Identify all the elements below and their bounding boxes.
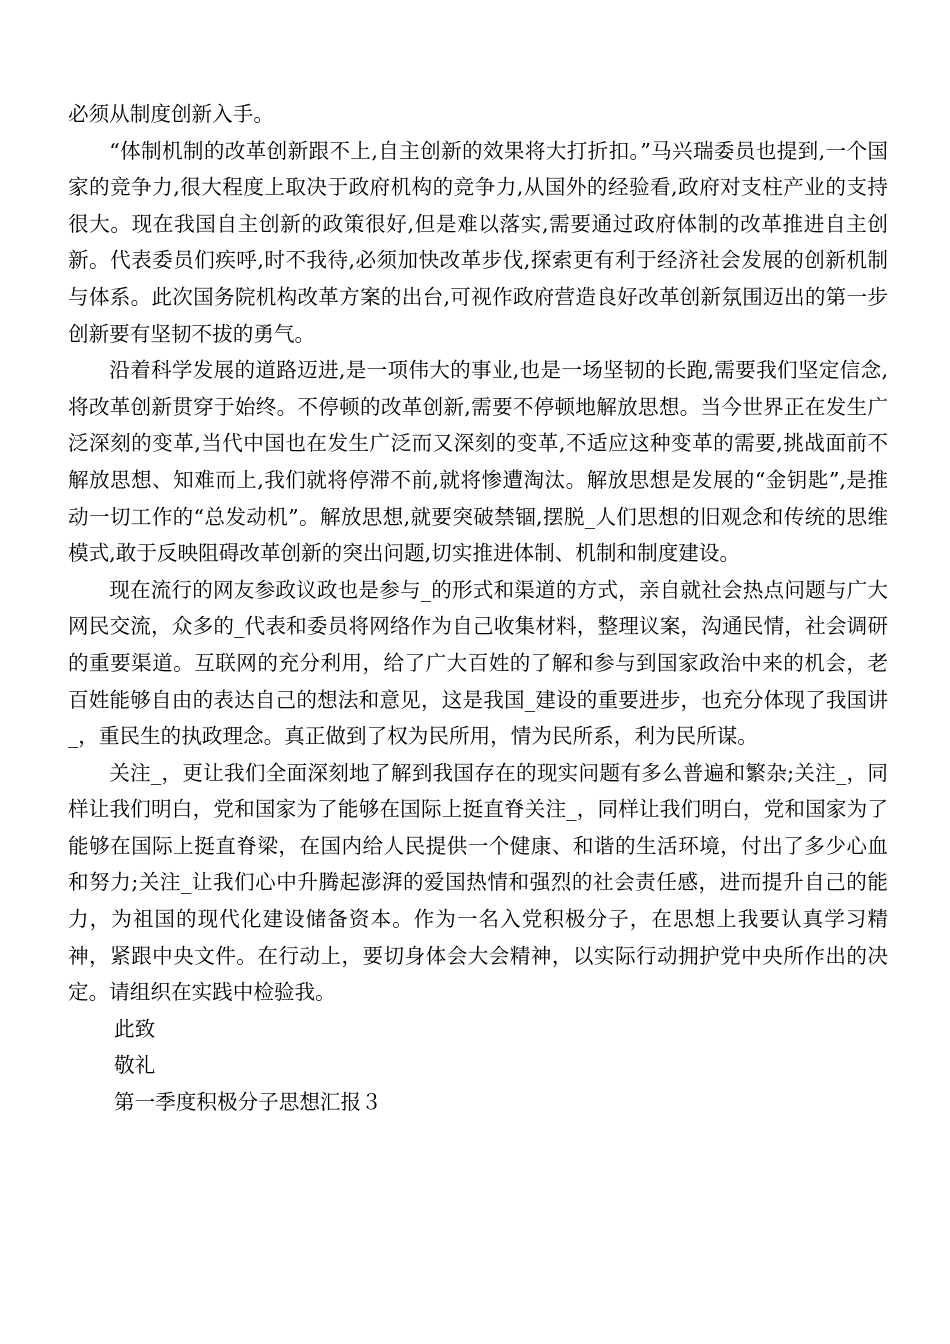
paragraph-institutional-reform: “体制机制的改革创新跟不上,自主创新的效果将大打折扣。”马兴瑞委员也提到,一个国家的竞争力,很大程度上取决于政府机构的竞争力,从国外的经验看,政府对支柱产业的支持很大。现在我国自主创新的政策很好,但是难以落实,需要通过政府体制的改革推进自主创新。代表委员们疾呼,时不我待,必须加快改革步伐,探索更有利于经济社会发展的创新机制与体系。此次国务院机构改革方案的出台,可视作政府营造良好改革创新氛围迈出的第一步创新要有坚韧不拔的勇气。 bbox=[68, 138, 888, 346]
closing-regards: 敬礼 bbox=[114, 1053, 156, 1078]
paragraph-scientific-development: 沿着科学发展的道路迈进,是一项伟大的事业,也是一场坚韧的长跑,需要我们坚定信念,将改革创新贯穿于始终。不停顿的改革创新,需要不停顿地解放思想。当今世界正在发生广泛深刻的变革,当代中国也在发生广泛而又深刻的变革,不适应这种变革的需要,挑战面前不解放思想、知难而上,我们就将停滞不前,就将惨遭淘汰。解放思想是发展的“金钥匙”,是推动一切工作的“总发动机”。解放思想,就要突破禁锢,摆脱_人们思想的旧观念和传统的思维模式,敢于反映阻碍改革创新的突出问题,切实推进体制、机制和制度建设。 bbox=[68, 358, 888, 566]
closing-salutation: 此致 bbox=[114, 1016, 156, 1041]
next-section-title: 第一季度积极分子思想汇报３ bbox=[114, 1090, 382, 1115]
paragraph-continuation: 必须从制度创新入手。 bbox=[68, 102, 274, 126]
paragraph-online-participation: 现在流行的网友参政议政也是参与_的形式和渠道的方式，亲自就社会热点问题与广大网民交流，众多的_代表和委员将网络作为自己收集材料，整理议案，沟通民情，社会调研的重要渠道。互联网的充分利用，给了广大百姓的了解和参与到国家政治中来的机会，老百姓能够自由的表达自己的想法和意见，这是我国_建设的重要进步，也充分体现了我国讲_，重民生的执政理念。真正做到了权为民所用，情为民所系，利为民所谋。 bbox=[68, 577, 888, 749]
paragraph-attention: 关注_，更让我们全面深刻地了解到我国存在的现实问题有多么普遍和繁杂;关注_，同样让我们明白，党和国家为了能够在国际上挺直脊关注_，同样让我们明白，党和国家为了能够在国际上挺直脊梁，在国内给人民提供一个健康、和谐的生活环境，付出了多少心血和努力;关注_让我们心中升腾起澎湃的爱国热情和强烈的社会责任感，进而提升自己的能力，为祖国的现代化建设储备资本。作为一名入党积极分子，在思想上我要认真学习精神，紧跟中央文件。在行动上，要切身体会大会精神，以实际行动拥护党中央所作出的决定。请组织在实践中检验我。 bbox=[68, 760, 888, 1005]
document-body bbox=[68, 96, 888, 1121]
